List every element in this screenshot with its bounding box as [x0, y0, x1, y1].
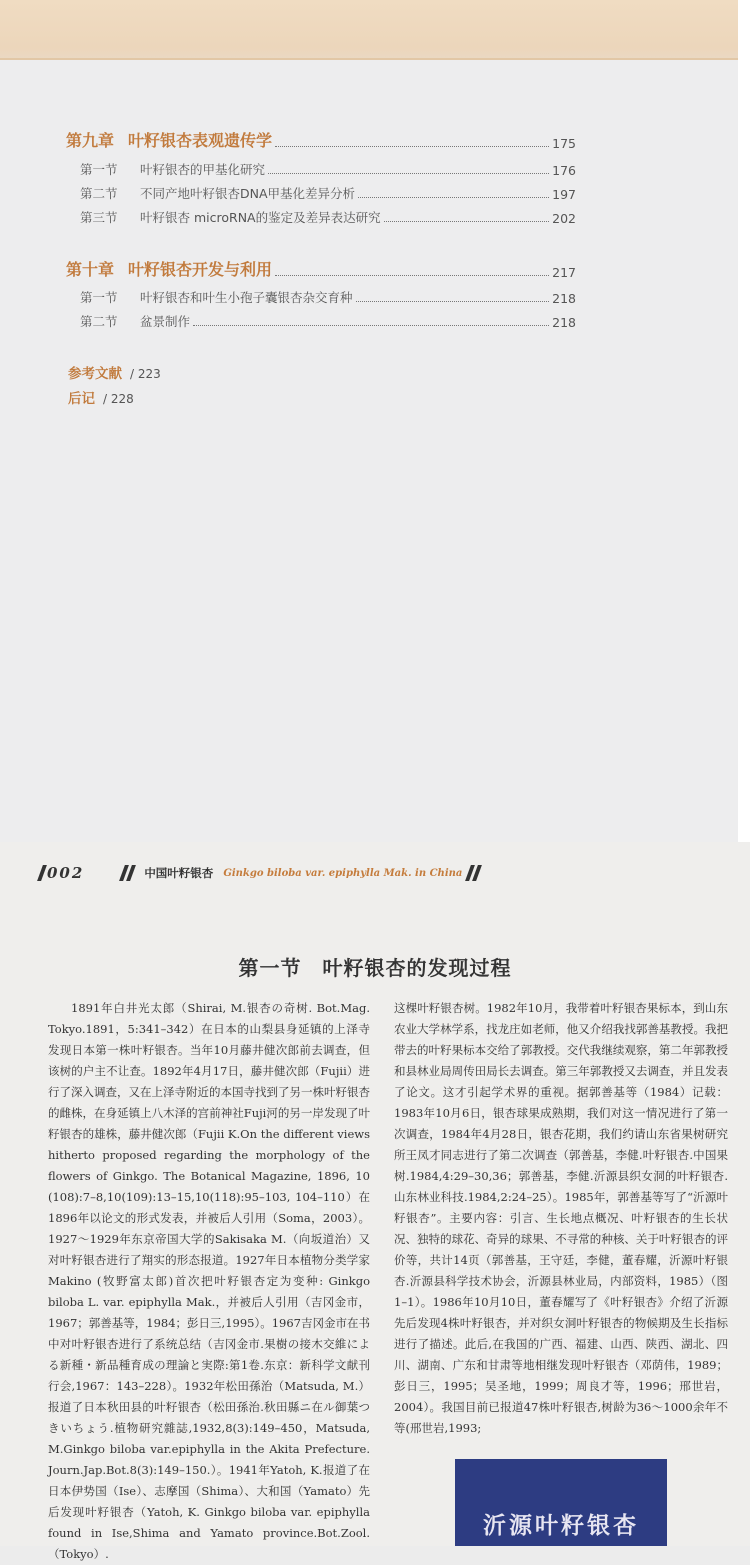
page-number: 217: [552, 265, 576, 280]
section-title: 叶籽银杏的甲基化研究: [140, 162, 266, 177]
section-title: 第一节 叶籽银杏的发现过程: [238, 956, 512, 980]
references-page: / 223: [130, 367, 161, 381]
section-number: 第二节: [80, 314, 118, 329]
section-number: 第一节: [80, 290, 118, 305]
leader-dots: [356, 301, 550, 302]
book-title: 中国叶籽银杏: [144, 866, 214, 880]
chapter-title: 叶籽银杏表观遗传学: [128, 131, 273, 150]
decorative-header-band: [0, 0, 738, 60]
body-text-right: 这棵叶籽银杏树。1982年10月，我带着叶籽银杏果标本，到山东农业大学林学系，找龙庄如老师，他又介绍我找郭善基教授。我把带去的叶籽果标本交给了郭教授。交代我继续观察，第二年郭教授和县林业局周传田局长去调查。第三年郭教授又去调查，并且发表了论文。这才引起学术界的重视。据郭善基等（1984）记载：1983年10月6日，银杏球果成熟期，我们对这一情况进行了第一次调查，1984年4月28日，银杏花期，我们约请山东省果树研究所王凤才同志进行了第二次调查（郭善基，李健.叶籽银杏.中国果树.1984,4:29–30,36；郭善基，李健.沂源县织女洞的叶籽银杏.山东林业科技.1984,2:24–25）。1985年，郭善基等写了“沂源叶籽银杏”。主要内容：引言、生长地点概况、叶籽银杏的生长状况、独特的球花、奇异的球果、不寻常的种核、关于叶籽银杏的评价等，共计14页（郭善基，王守廷，李健，董春耀，沂源叶籽银杏.沂源县科学技术协会，沂源县林业局，内部资料，1985）（图1–1）。1986年10月10日，董春耀写了《叶籽银杏》介绍了沂源先后发现4株叶籽银杏，并对织女洞叶籽银杏的物候期及生长指标进行了描述。此后,在我国的广西、福建、山西、陕西、湖北、四川、湖南、广东和甘肃等地相继发现叶籽银杏（邓荫伟，1989；彭日三，1995；吴圣地，1999；周良才等，1996；邢世岩，2004）。我国目前已报道47株叶籽银杏,树龄为36～1000余年不等(邢世岩,1993;: [394, 1001, 728, 1435]
toc-chapter-9[interactable]: [66, 128, 576, 151]
chapter-number: 第十章: [66, 260, 115, 279]
page-number: 218: [552, 315, 576, 330]
toc-section[interactable]: [80, 288, 576, 306]
section-number: 第二节: [80, 186, 118, 201]
toc-chapter-10[interactable]: [66, 257, 576, 280]
content-page: [0, 842, 750, 1561]
body-text-left: 1891年白井光太郎（Shirai, M.银杏の奇树. Bot.Mag. Tokyo.1891，5:341–342）在日本的山梨县身延镇的上泽寺发现日本第一株叶籽银杏。当年10月藤井健次郎前去调查，但该树的户主不让查。1892年4月17日，藤井健次郎（Fujii）进行了深入调查，又在上泽寺附近的本国寺找到了另一株叶籽银杏的雌株，在身延镇上八木泽的宫前神社Fuji河的另一岸发现了叶籽银杏的雄株，藤井健次郎（Fujii K.On the different views hitherto proposed regarding the morphology of the flowers of Ginkgo. The Botanical Magazine, 1896, 10 (108):7–8,10(109):13–15,10(118):95–103, 104–110）在1896年以论文的形式发表，并被后人引用（Soma，2003）。1927～1929年东京帝国大学的Sakisaka M.（向坂道治）又对叶籽银杏进行了翔实的形态报道。1927年日本植物分类学家Makino (牧野富太郎)首次把叶籽银杏定为变种: Ginkgo biloba L. var. epiphylla Mak.，并被后人引用（吉冈金市，1967；郭善基等，1984；彭日三,1995）。1967吉冈金市在书中对叶籽银杏进行了系统总结（吉冈金市.果樹の接木交維による新種・新品種育成の理論と実際:第1卷.东京：新科学文献刊行会,1967：143–228）。1932年松田孫治（Matsuda, M.）报道了日本秋田县的叶籽银杏（松田孫治.秋田縣ニ在ル御葉つきいちょう.植物研究雜誌,1932,8(3):149–450，Matsuda, M.Ginkgo biloba var.epiphylla in the Akita Prefecture. Journ.Jap.Bot.8(3):149–150.）。1941年Yatoh, K.报道了在日本伊势国（Ise）、志摩国（Shima）、大和国（Yamato）先后发现叶籽银杏（Yatoh, K. Ginkgo biloba var. epiphylla found in Ise,Shima and Yamato province.Bot.Zool.（Tokyo）.: [48, 1001, 370, 1561]
page-number: 175: [552, 136, 576, 151]
section-title: 叶籽银杏和叶生小孢子囊银杏杂交育种: [140, 290, 353, 305]
book-cover-image: [455, 1459, 667, 1546]
leader-dots: [193, 325, 549, 326]
afterword-label: 后记: [68, 391, 95, 407]
toc-section[interactable]: [80, 312, 576, 330]
section-title: 盆景制作: [140, 314, 191, 329]
page-number: 202: [552, 211, 576, 226]
toc-section[interactable]: [80, 160, 576, 178]
leader-dots: [358, 197, 549, 198]
leader-dots: [384, 221, 550, 222]
page-number: 218: [552, 291, 576, 306]
toc-section[interactable]: [80, 208, 576, 226]
leader-dots: [275, 146, 549, 147]
toc-afterword[interactable]: [68, 387, 134, 407]
page-edge: [738, 0, 750, 842]
cover-title: 沂源叶籽银杏: [483, 1512, 639, 1539]
chapter-number: 第九章: [66, 131, 115, 150]
references-label: 参考文献: [68, 366, 122, 382]
leader-dots: [268, 173, 549, 174]
section-number: 第三节: [80, 210, 118, 225]
chapter-title: 叶籽银杏开发与利用: [128, 260, 273, 279]
page-number: 197: [552, 187, 576, 202]
book-title-en: Ginkgo biloba var. epiphylla Mak. in China: [223, 867, 463, 879]
toc-section[interactable]: [80, 184, 576, 202]
running-header: [40, 862, 482, 884]
page-number: 176: [552, 163, 576, 178]
section-title: 叶籽银杏 microRNA的鉴定及差异表达研究: [140, 210, 381, 225]
afterword-page: / 228: [103, 392, 134, 406]
toc-references[interactable]: [68, 362, 161, 382]
section-title: 不同产地叶籽银杏DNA甲基化差异分析: [140, 186, 356, 201]
leader-dots: [275, 275, 549, 276]
slash-mark-icon: [37, 865, 47, 881]
page-number: 002: [47, 864, 85, 882]
section-number: 第一节: [80, 162, 118, 177]
